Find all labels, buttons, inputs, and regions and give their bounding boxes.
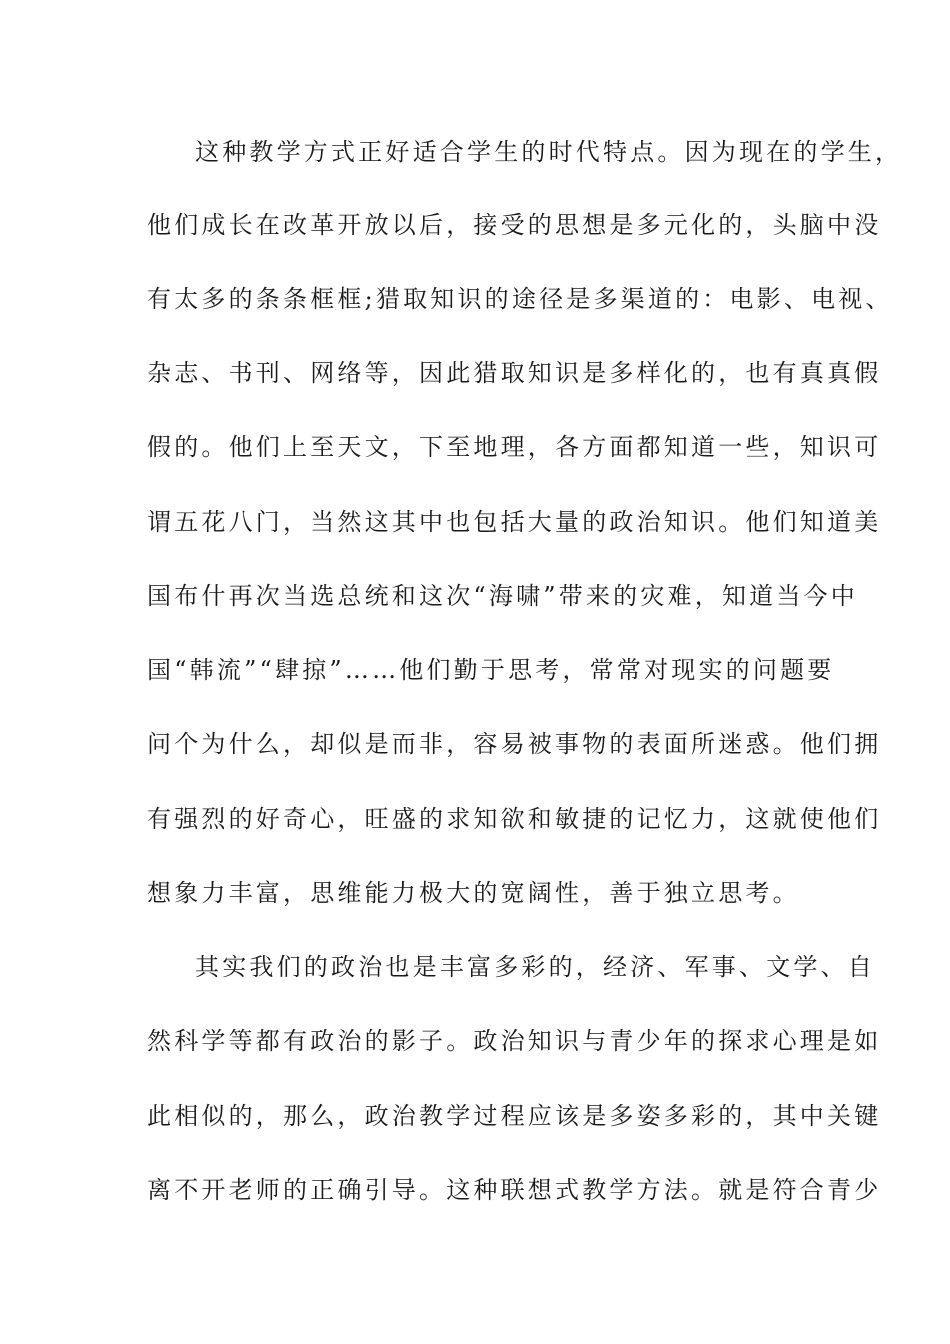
text-line: 国“韩流”“肆掠”……他们勤于思考，常常对现实的问题要 — [147, 656, 835, 684]
text-line: 问个为什么，却似是而非，容易被事物的表面所迷惑。他们拥 — [147, 730, 882, 758]
text-line: 此相似的，那么，政治教学过程应该是多姿多彩的，其中关键 — [147, 1102, 882, 1130]
text-line: 国布什再次当选总统和这次“海啸”带来的灾难，知道当今中 — [147, 582, 858, 610]
text-line: 他们成长在改革开放以后，接受的思想是多元化的，头脑中没 — [147, 211, 882, 239]
text-line: 有强烈的好奇心，旺盛的求知欲和敏捷的记忆力，这就使他们 — [147, 805, 882, 833]
text-line: 这种教学方式正好适合学生的时代特点。因为现在的学生， — [195, 138, 903, 166]
text-line: 想象力丰富，思维能力极大的宽阔性，善于独立思考。 — [147, 879, 800, 907]
text-line: 假的。他们上至天文，下至地理，各方面都知道一些，知识可 — [147, 433, 882, 461]
text-line: 其实我们的政治也是丰富多彩的，经济、军事、文学、自 — [195, 953, 875, 981]
text-line: 有太多的条条框框;猎取知识的途径是多渠道的：电影、电视、 — [147, 285, 893, 313]
text-line: 然科学等都有政治的影子。政治知识与青少年的探求心理是如 — [147, 1027, 882, 1055]
text-line: 谓五花八门，当然这其中也包括大量的政治知识。他们知道美 — [147, 508, 882, 536]
text-line: 杂志、书刊、网络等，因此猎取知识是多样化的，也有真真假 — [147, 359, 882, 387]
text-line: 离不开老师的正确引导。这种联想式教学方法。就是符合青少 — [147, 1176, 882, 1204]
